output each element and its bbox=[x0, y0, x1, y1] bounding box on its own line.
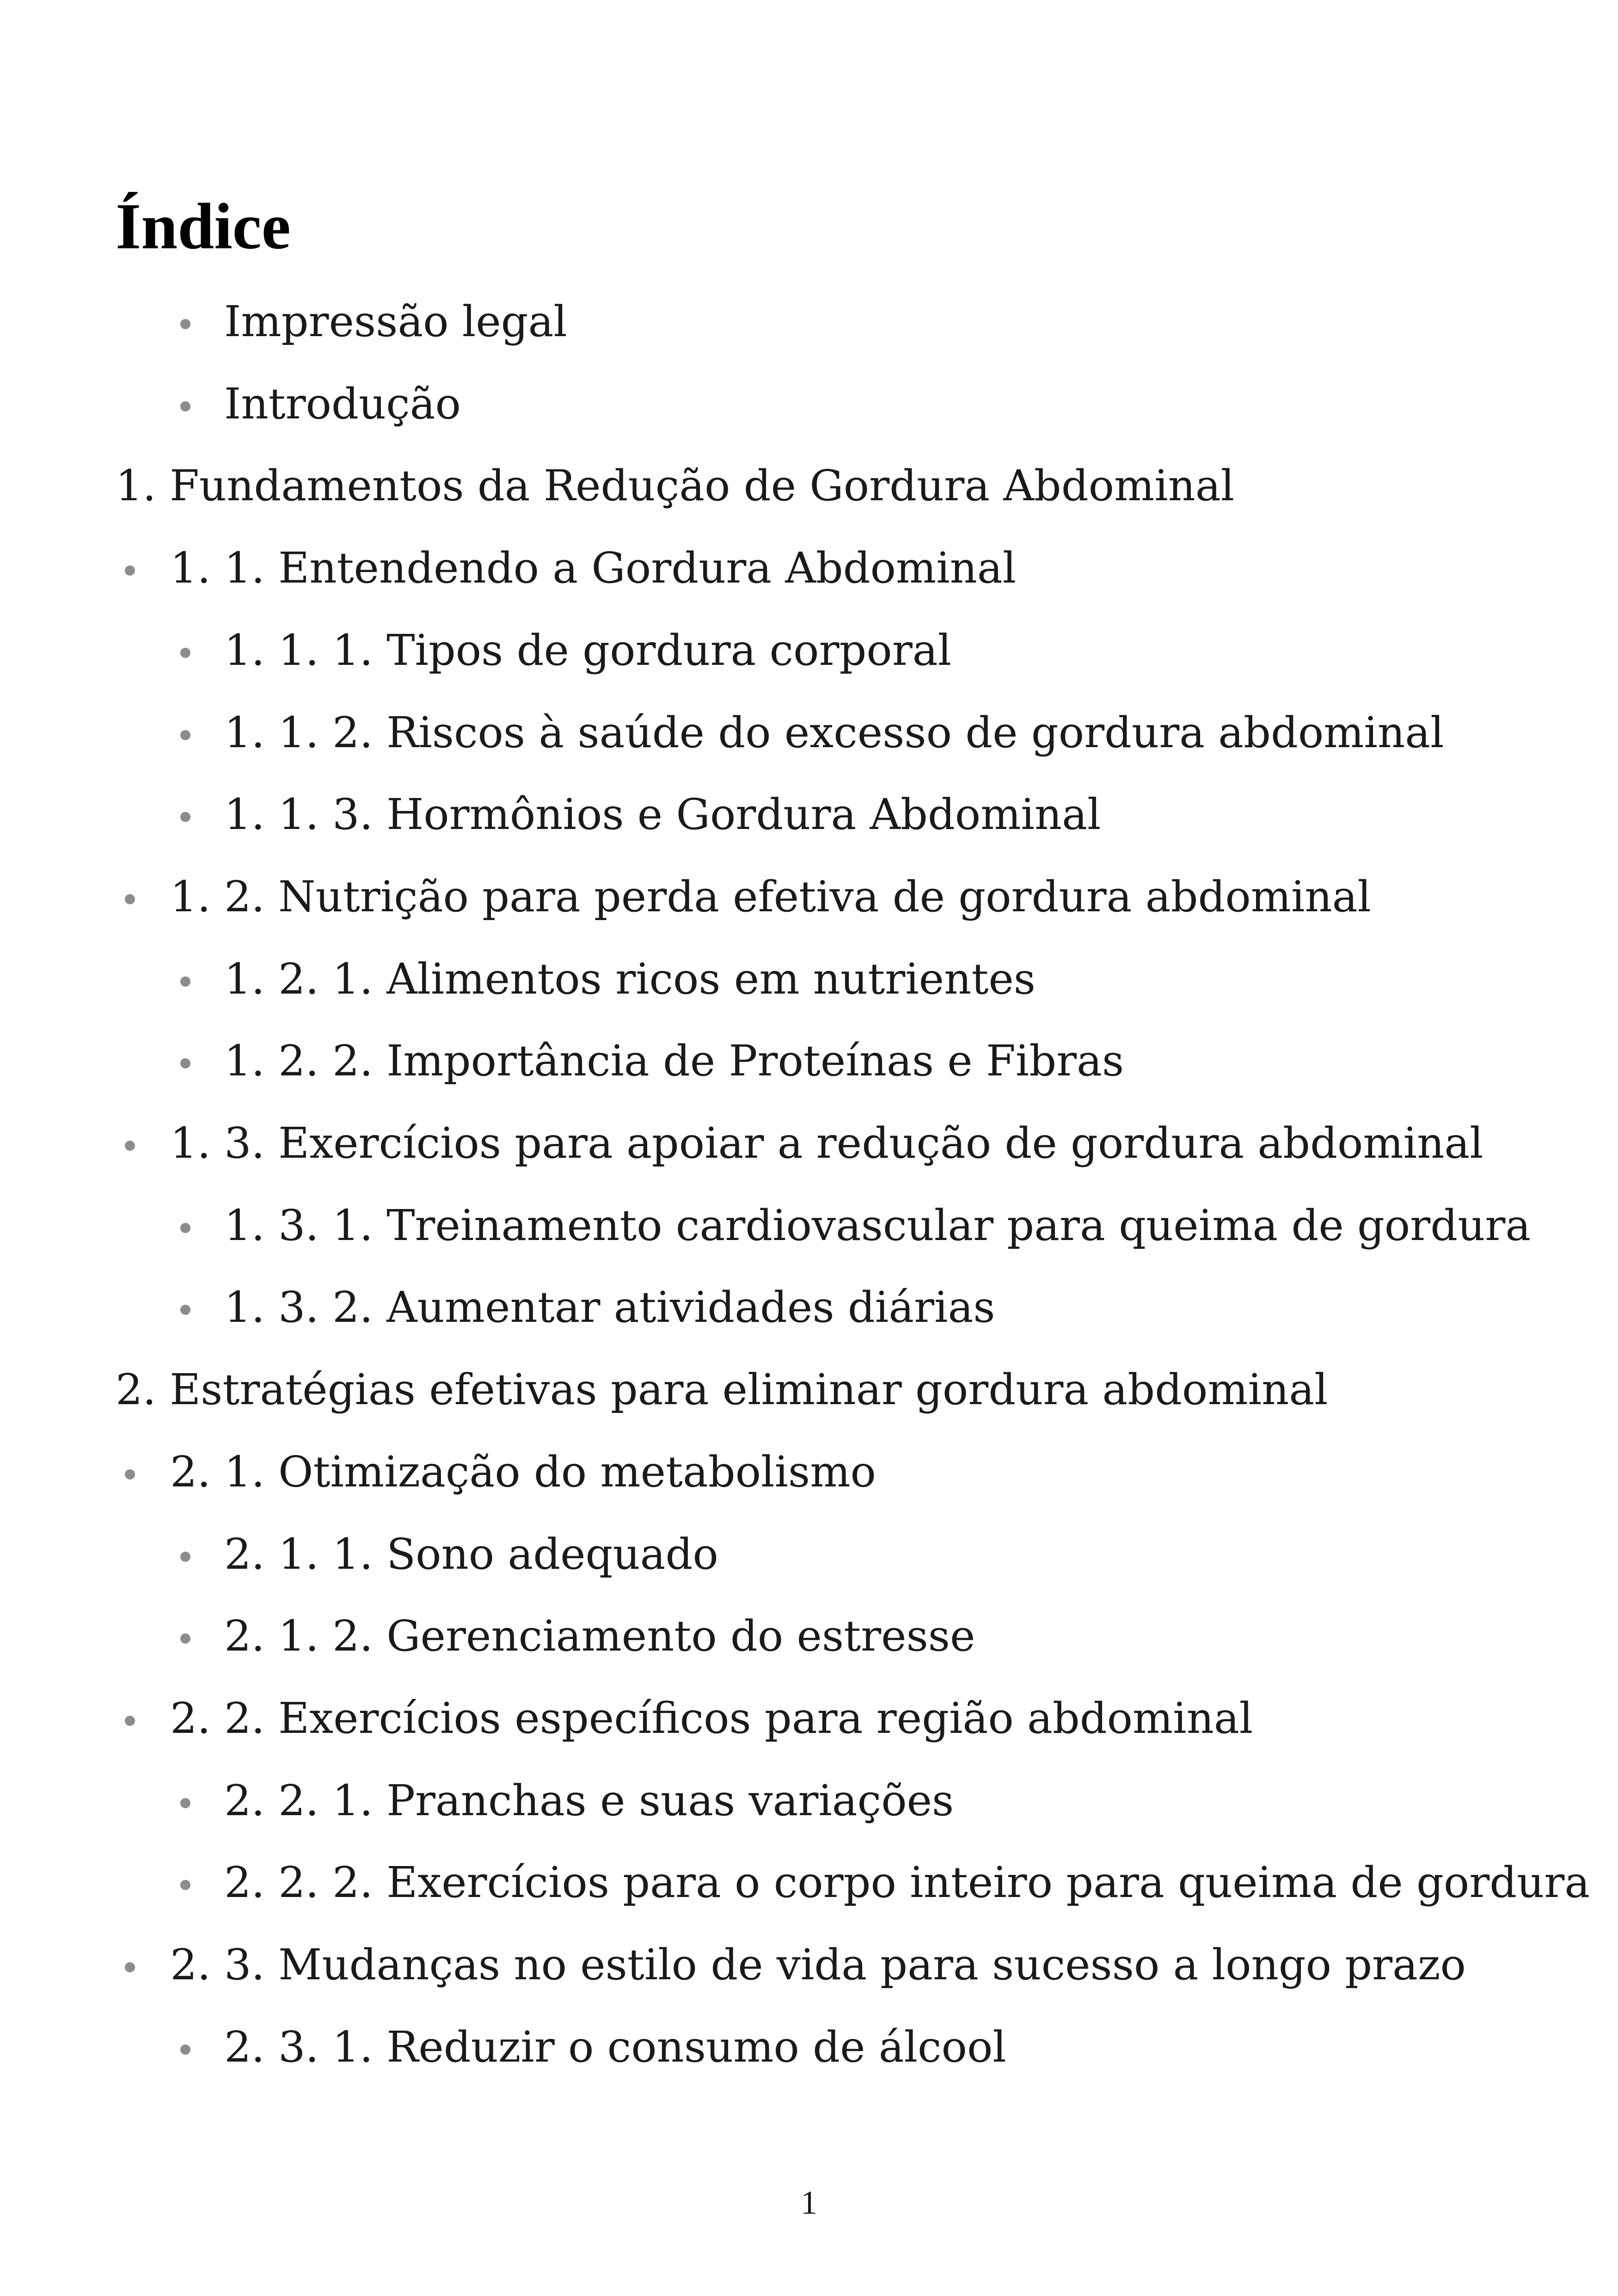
bullet-icon bbox=[125, 1716, 135, 1726]
toc-entry-label: 1. 3. 1. Treinamento cardiovascular para queima de gordura bbox=[224, 1200, 1531, 1250]
toc-entry-label: 1. 2. 2. Importância de Proteínas e Fibras bbox=[224, 1036, 1124, 1086]
bullet-icon bbox=[125, 565, 135, 576]
bullet-icon bbox=[180, 1880, 190, 1890]
bullet-icon bbox=[180, 1798, 190, 1808]
toc-entry-label: 1. Fundamentos da Redução de Gordura Abdominal bbox=[116, 461, 1235, 511]
toc-entry-label: 1. 3. 2. Aumentar atividades diárias bbox=[224, 1283, 995, 1332]
bullet-icon bbox=[180, 1552, 190, 1562]
bullet-icon bbox=[180, 2044, 190, 2055]
toc-entry-label: 2. 2. Exercícios específicos para região abdominal bbox=[170, 1693, 1253, 1743]
toc-entry-label: 1. 2. Nutrição para perda efetiva de gordura abdominal bbox=[170, 872, 1371, 921]
toc-entry-label: 1. 2. 1. Alimentos ricos em nutrientes bbox=[224, 954, 1036, 1004]
toc-entry-label: 2. 2. 2. Exercícios para o corpo inteiro para queima de gordura bbox=[224, 1858, 1590, 1908]
toc-entry-label: 1. 1. 1. Tipos de gordura corporal bbox=[224, 625, 952, 675]
toc-entry-label: 1. 1. 3. Hormônios e Gordura Abdominal bbox=[224, 790, 1101, 840]
toc-entry-label: 2. Estratégias efetivas para eliminar gordura abdominal bbox=[116, 1365, 1328, 1415]
bullet-icon bbox=[180, 812, 190, 822]
bullet-icon bbox=[125, 894, 135, 904]
bullet-icon bbox=[180, 976, 190, 987]
bullet-icon bbox=[125, 1469, 135, 1480]
bullet-icon bbox=[180, 401, 190, 411]
toc-entry-label: Introdução bbox=[224, 379, 461, 429]
toc-entry-label: 2. 1. 2. Gerenciamento do estresse bbox=[224, 1611, 975, 1661]
bullet-icon bbox=[180, 319, 190, 329]
bullet-icon bbox=[180, 730, 190, 740]
toc-entry-label: 2. 3. Mudanças no estilo de vida para sucesso a longo prazo bbox=[170, 1940, 1466, 1989]
bullet-icon bbox=[180, 648, 190, 658]
toc-entry-label: 1. 1. 2. Riscos à saúde do excesso de gordura abdominal bbox=[224, 707, 1444, 757]
toc-entry-label: 2. 1. 1. Sono adequado bbox=[224, 1529, 718, 1579]
page-title: Índice bbox=[116, 190, 291, 263]
toc-entry-label: 2. 2. 1. Pranchas e suas variações bbox=[224, 1775, 954, 1825]
toc-entry-label: 2. 3. 1. Reduzir o consumo de álcool bbox=[224, 2022, 1006, 2072]
bullet-icon bbox=[180, 1223, 190, 1233]
page-number: 1 bbox=[801, 2184, 817, 2221]
toc-entry-label: 2. 1. Otimização do metabolismo bbox=[170, 1447, 876, 1497]
toc-entry-label: 1. 1. Entendendo a Gordura Abdominal bbox=[170, 543, 1017, 593]
toc-entry-label: Impressão legal bbox=[224, 297, 567, 346]
toc-entry-label: 1. 3. Exercícios para apoiar a redução de gordura abdominal bbox=[170, 1118, 1483, 1168]
bullet-icon bbox=[125, 1141, 135, 1151]
bullet-icon bbox=[180, 1633, 190, 1644]
bullet-icon bbox=[180, 1305, 190, 1315]
bullet-icon bbox=[125, 1962, 135, 1972]
bullet-icon bbox=[180, 1058, 190, 1068]
